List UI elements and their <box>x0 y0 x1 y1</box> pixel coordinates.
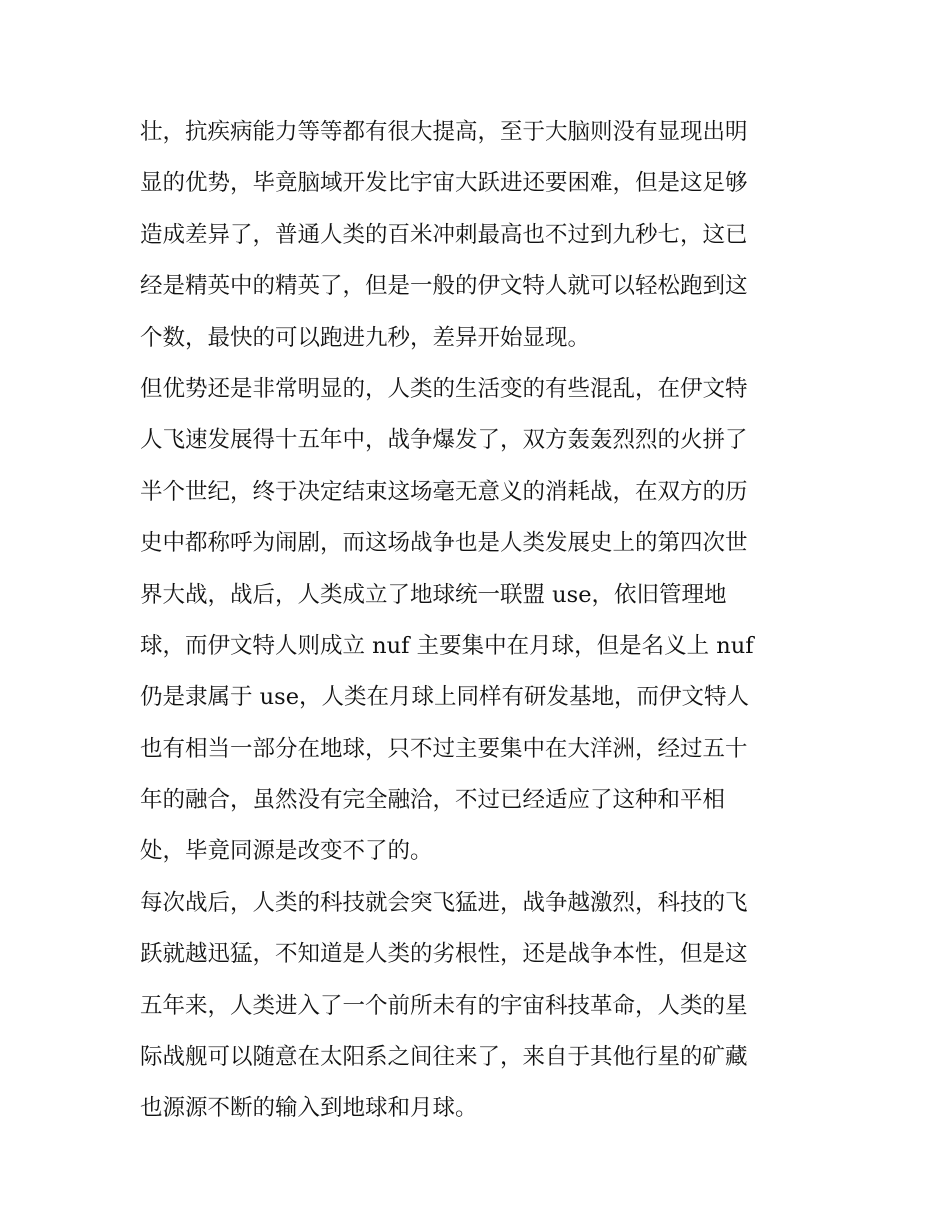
text-line: 年的融合，虽然没有完全融洽，不过已经适应了这种和平相 <box>140 787 726 814</box>
text-line: 壮，抗疾病能力等等都有很大提高，至于大脑则没有显现出明 <box>140 119 748 145</box>
paragraph-2 <box>140 364 820 878</box>
text-line: 但优势还是非常明显的，人类的生活变的有些混乱，在伊文特 <box>140 375 748 402</box>
text-line: 仍是隶属于 use，人类在月球上同样有研发基地，而伊文特人 <box>140 684 750 711</box>
text-line: 显的优势，毕竟脑域开发比宇宙大跃进还要困难，但是这足够 <box>140 170 748 197</box>
text-line: 跃就越迅猛，不知道是人类的劣根性，还是战争本性，但是这 <box>140 941 748 968</box>
text-line: 半个世纪，终于决定结束这场毫无意义的消耗战，在双方的历 <box>140 478 748 505</box>
text-line: 界大战，战后，人类成立了地球统一联盟 use，依旧管理地 <box>140 581 727 608</box>
text-line: 史中都称呼为闹剧，而这场战争也是人类发展史上的第四次世 <box>140 530 748 557</box>
text-line: 人飞速发展得十五年中，战争爆发了，双方轰轰烈烈的火拼了 <box>140 427 748 454</box>
paragraph-1 <box>140 107 820 364</box>
text-line: 造成差异了，普通人类的百米冲刺最高也不过到九秒七，这已 <box>140 221 748 248</box>
text-line: 也有相当一部分在地球，只不过主要集中在大洋洲，经过五十 <box>140 735 748 762</box>
text-line: 处，毕竟同源是改变不了的。 <box>140 838 433 865</box>
text-line: 五年来，人类进入了一个前所未有的宇宙科技革命，人类的星 <box>140 992 748 1019</box>
text-line: 经是精英中的精英了，但是一般的伊文特人就可以轻松跑到这 <box>140 273 748 300</box>
text-line: 际战舰可以随意在太阳系之间往来了，来自于其他行星的矿藏 <box>140 1044 748 1071</box>
text-line: 每次战后，人类的科技就会突飞猛进，战争越激烈，科技的飞 <box>140 889 748 916</box>
text-line: 个数，最快的可以跑进九秒，差异开始显现。 <box>140 324 591 351</box>
text-line: 球，而伊文特人则成立 nuf 主要集中在月球，但是名义上 nuf <box>140 632 754 659</box>
paragraph-3 <box>140 878 820 1135</box>
document-body <box>140 107 820 1135</box>
text-line: 也源源不断的输入到地球和月球。 <box>140 1095 478 1122</box>
